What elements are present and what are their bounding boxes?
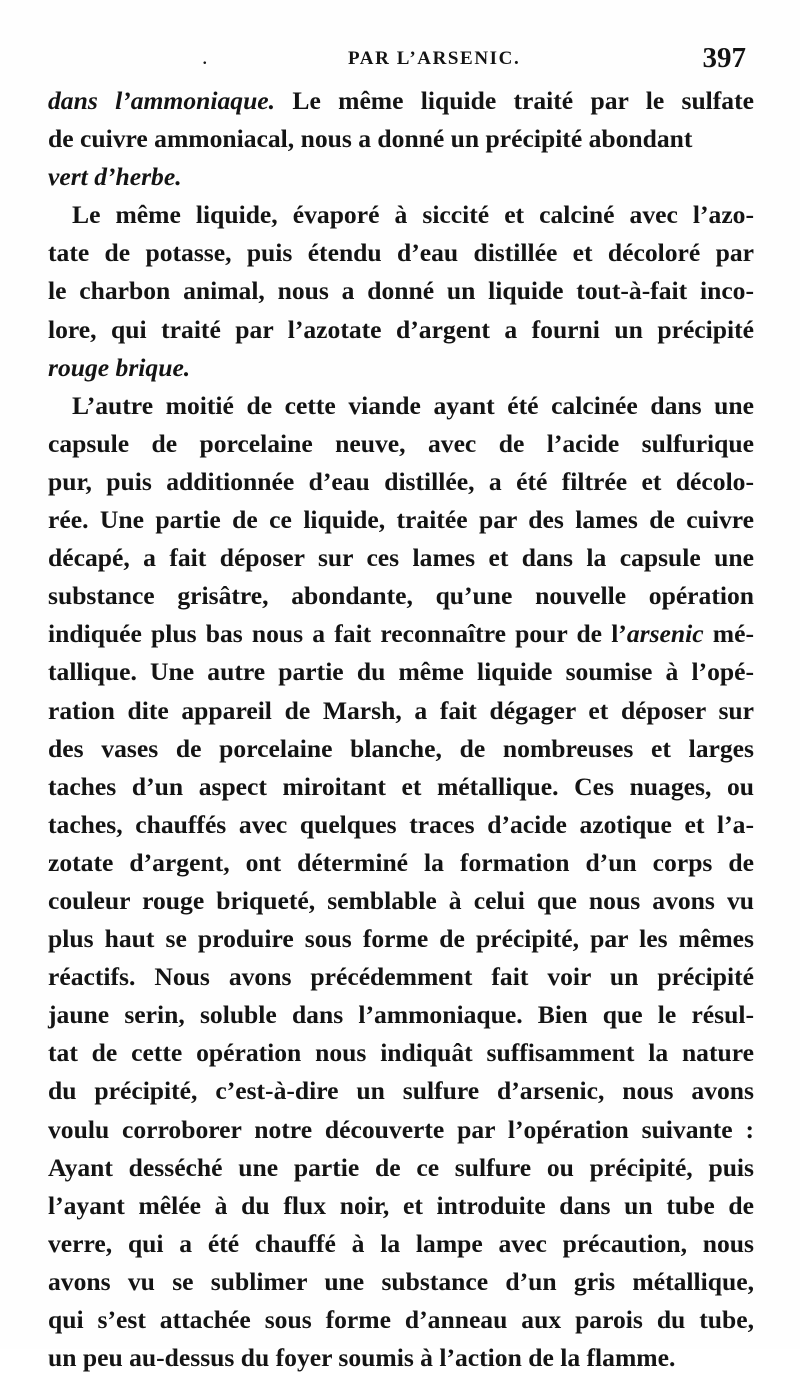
text-line — [48, 158, 754, 196]
text-line — [48, 1339, 754, 1377]
line-text: L’autre moitié de cette viande ayant été calcinée dans une — [72, 390, 754, 420]
page-header — [46, 42, 752, 82]
italic-text: vert d’herbe. — [48, 162, 182, 192]
text-line — [48, 653, 754, 691]
line-text: rée. Une partie de ce liquide, traitée par des lames de cuivre — [48, 505, 754, 535]
line-text: substance grisâtre, abondante, qu’une nouvelle opération — [48, 581, 754, 611]
line-text: mé- — [703, 619, 754, 649]
line-text: capsule de porcelaine neuve, avec de l’acide sulfurique — [48, 428, 754, 458]
text-line — [48, 1225, 754, 1263]
line-text: tallique. Une autre partie du même liquide soumise à l’opé- — [48, 657, 754, 687]
text-line — [48, 1034, 754, 1072]
line-text: plus haut se produire sous forme de précipité, par les mêmes — [48, 924, 754, 954]
text-line — [48, 234, 754, 272]
line-text: ration dite appareil de Marsh, a fait dégager et déposer sur — [48, 695, 754, 725]
text-line — [48, 539, 754, 577]
text-line — [48, 501, 754, 539]
text-line — [48, 730, 754, 768]
text-line — [48, 882, 754, 920]
line-text: des vases de porcelaine blanche, de nombreuses et larges — [48, 733, 754, 763]
text-line — [48, 615, 754, 653]
text-line — [48, 692, 754, 730]
line-text: Ayant desséché une partie de ce sulfure ou précipité, puis — [48, 1152, 754, 1182]
text-line — [48, 996, 754, 1034]
text-line — [48, 1149, 754, 1187]
text-line — [48, 1263, 754, 1301]
line-text: Le même liquide traité par le sulfate — [275, 86, 754, 115]
line-text: décapé, a fait déposer sur ces lames et dans la capsule une — [48, 543, 754, 573]
text-line — [48, 120, 754, 158]
line-text: réactifs. Nous avons précédemment fait voir un précipité — [48, 962, 754, 992]
text-line — [48, 1187, 754, 1225]
line-text: indiquée plus bas nous a fait reconnaître pour de l’ — [48, 619, 627, 649]
text-line — [48, 311, 754, 349]
italic-text: rouge brique. — [48, 352, 191, 382]
line-text: Le même liquide, évaporé à siccité et calciné avec l’azo- — [72, 200, 754, 230]
header-dot: . — [202, 44, 208, 69]
page-number: 397 — [702, 42, 746, 74]
line-text: du précipité, c’est-à-dire un sulfure d’arsenic, nous avons — [48, 1076, 754, 1106]
line-text: tat de cette opération nous indiquât suffisamment la nature — [48, 1038, 754, 1068]
text-line — [48, 958, 754, 996]
line-text: zotate d’argent, ont déterminé la formation d’un corps de — [48, 847, 754, 877]
text-line — [48, 844, 754, 882]
text-line — [48, 82, 754, 120]
line-text: voulu corroborer notre découverte par l’opération suivante : — [48, 1114, 754, 1144]
line-text: l’ayant mêlée à du flux noir, et introduite dans un tube de — [48, 1190, 754, 1220]
line-text: verre, qui a été chauffé à la lampe avec précaution, nous — [48, 1228, 754, 1258]
text-line — [48, 196, 754, 234]
text-line — [48, 577, 754, 615]
text-line — [48, 1111, 754, 1149]
line-text: le charbon animal, nous a donné un liquide tout-à-fait inco- — [48, 276, 754, 306]
text-line — [48, 1072, 754, 1110]
line-text: taches, chauffés avec quelques traces d’acide azotique et l’a- — [48, 809, 754, 839]
text-line — [48, 425, 754, 463]
text-line — [48, 806, 754, 844]
line-text: tate de potasse, puis étendu d’eau distillée et décoloré par — [48, 238, 754, 268]
line-text: pur, puis additionnée d’eau distillée, a été filtrée et décolo- — [48, 466, 754, 496]
text-line — [48, 349, 754, 387]
text-line — [48, 1301, 754, 1339]
text-line — [48, 768, 754, 806]
line-text: de cuivre ammoniacal, nous a donné un précipité abondant — [48, 124, 693, 154]
line-text: lore, qui traité par l’azotate d’argent a fourni un précipité — [48, 314, 754, 344]
line-text: couleur rouge briqueté, semblable à celui que nous avons vu — [48, 885, 754, 915]
body-text — [48, 82, 754, 1377]
line-text: jaune serin, soluble dans l’ammoniaque. Bien que le résul- — [48, 1000, 754, 1030]
text-line — [48, 463, 754, 501]
line-text: avons vu se sublimer une substance d’un gris métallique, — [48, 1266, 754, 1296]
running-title: PAR L’ARSENIC. — [348, 48, 521, 69]
text-line — [48, 272, 754, 310]
italic-text: arsenic — [626, 619, 704, 649]
text-line — [48, 387, 754, 425]
text-line — [48, 920, 754, 958]
italic-text: dans l’ammoniaque. — [48, 86, 276, 115]
line-text: qui s’est attachée sous forme d’anneau aux parois du tube, — [48, 1305, 754, 1334]
line-text: un peu au-dessus du foyer soumis à l’action de la flamme. — [48, 1343, 676, 1373]
line-text: taches d’un aspect miroitant et métallique. Ces nuages, ou — [48, 771, 754, 801]
